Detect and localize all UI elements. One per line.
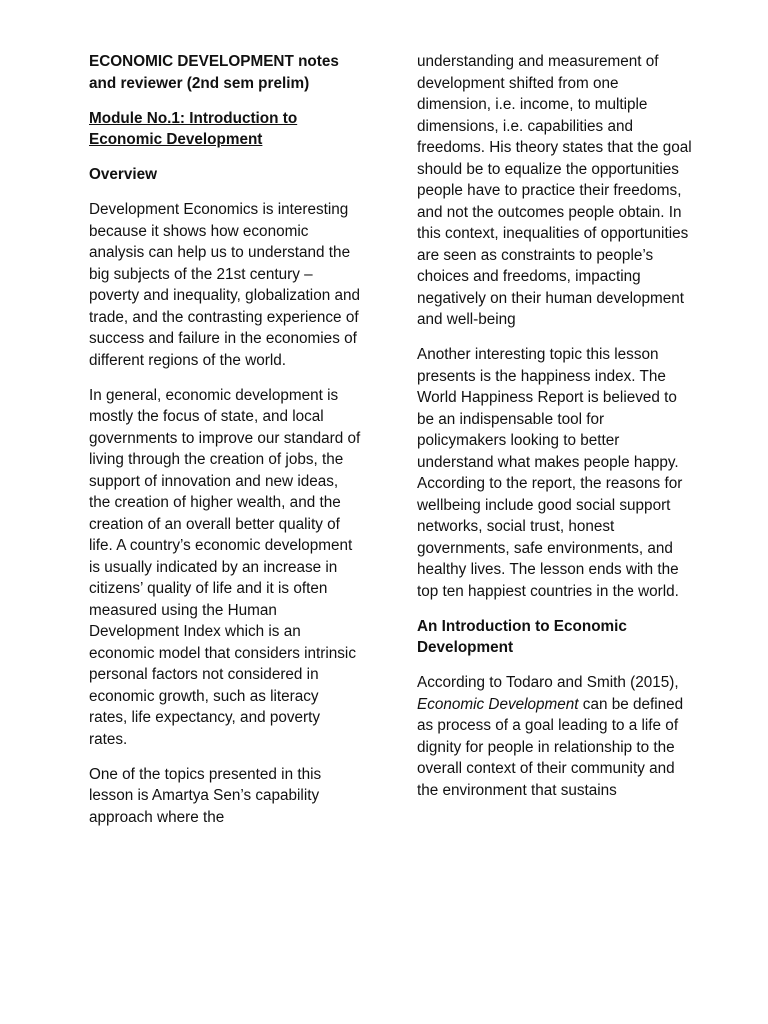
todaro-smith-text-a: According to Todaro and Smith (2015), [417,674,679,691]
paragraph-economic-development-general: In general, economic development is mostly the focus of state, and local governments to improve our standard of living through the creation of jobs, the support of innovation and new ideas, the creation of higher wealth, and the creation of an overall better quality of life. A country’s economic development is usually indicated by an increase in citizens’ quality of life and it is often measured using the Human Development Index which is an economic model that considers intrinsic personal factors not considered in economic growth, such as literacy rates, life expectancy, and poverty rates. [89,386,361,748]
todaro-smith-text-b: can be defined as process of a goal leading to a life of dignity for people in relationship to the overall context of their community and the environment that sustains [417,695,684,799]
intro-heading: An Introduction to Economic Development [417,617,627,656]
paragraph-capability-approach: One of the topics presented in this lesson is Amartya Sen’s capability approach where the [89,765,322,826]
paragraph-capability-approach-continued: understanding and measurement of development shifted from one dimension, i.e. income, to multiple dimensions, i.e. capabilities and freedoms. His theory states that the goal should be to equalize the opportunities people have to practice their freedoms, and not the outcomes people obtain. In this context, inequalities of opportunities are seen as constraints to people’s choices and freedoms, impacting negatively on their human development and well-being [417,53,692,328]
overview-heading: Overview [89,166,158,183]
economic-development-term: Economic Development [417,695,579,713]
paragraph-development-economics: Development Economics is interesting because it shows how economic analysis can help us to understand the big subjects of the 21st century – poverty and inequality, globalization and trade, and the contrasting experience of success and failure in the economies of different regions of the world. [89,201,360,369]
right-column [417,51,692,815]
left-column [89,51,361,842]
document-title: ECONOMIC DEVELOPMENT notes and reviewer (2nd sem prelim) [89,53,339,92]
paragraph-todaro-smith [417,672,692,801]
paragraph-happiness-index: Another interesting topic this lesson presents is the happiness index. The World Happiness Report is believed to be an indispensable tool for policymakers looking to better understand what makes people happy. According to the report, the reasons for wellbeing include good social support networks, social trust, honest governments, safe environments, and healthy lives. The lesson ends with the top ten happiest countries in the world. [417,346,683,600]
module-heading: Module No.1: Introduction to Economic Development [89,109,298,148]
